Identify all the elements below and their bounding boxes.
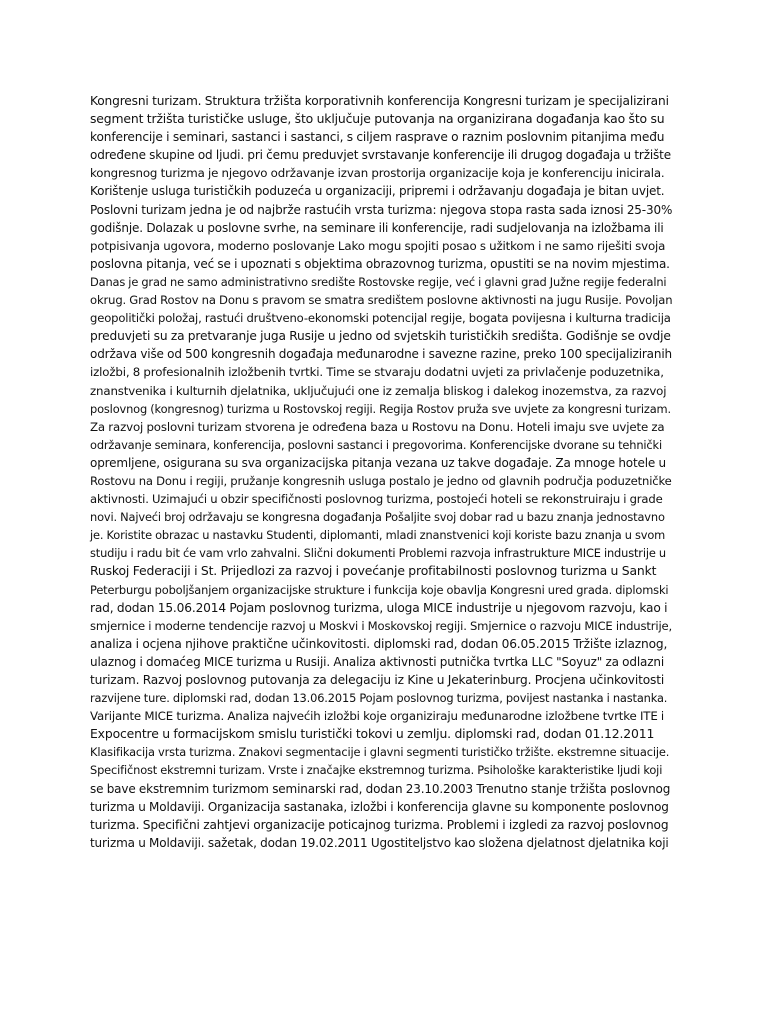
text-line: Rostovu na Donu i regiji, pružanje kongresnih usluga postalo je jedno od glavnih područja poduzetničke xyxy=(90,473,672,488)
text-line: opremljene, osigurana su sva organizacijska pitanja vezana uz takve događaje. Za mnoge hotele u xyxy=(90,455,666,470)
text-line: Klasifikacija vrsta turizma. Znakovi segmentacije i glavni segmenti turističko tržište. ekstremne situacije. xyxy=(90,745,670,760)
text-line: okrug. Grad Rostov na Donu s pravom se smatra središtem poslovne aktivnosti na jugu Rusije. Povoljan xyxy=(90,293,673,308)
text-line: aktivnosti. Uzimajući u obzir specifičnosti poslovnog turizma, postojeći hoteli se rekonstruiraju i grade xyxy=(90,492,663,507)
text-line: turizma u Moldaviji. sažetak, dodan 19.02.2011 Ugostiteljstvo kao složena djelatnost djelatnika koji xyxy=(90,835,669,850)
text-line: se bave ekstremnim turizmom seminarski rad, dodan 23.10.2003 Trenutno stanje tržišta poslovnog xyxy=(90,781,671,796)
text-line: Danas je grad ne samo administrativno središte Rostovske regije, već i glavni grad Južne regije federalni xyxy=(90,274,667,289)
text-line: razvijene ture. diplomski rad, dodan 13.06.2015 Pojam poslovnog turizma, povijest nastanka i nastanka. xyxy=(90,691,668,706)
text-line: Korištenje usluga turističkih poduzeća u organizaciji, pripremi i održavanju događaja je bitan uvjet. xyxy=(90,184,665,199)
text-line: godišnje. Dolazak u poslovne svrhe, na seminare ili konferencije, radi sudjelovanja na izložbama ili xyxy=(90,220,664,235)
text-line: smjernice i moderne tendencije razvoj u Moskvi i Moskovskoj regiji. Smjernice o razvoju MICE industrije, xyxy=(90,618,673,633)
text-line: turizam. Razvoj poslovnog putovanja za delegaciju iz Kine u Jekaterinburg. Procjena učinkovitosti xyxy=(90,673,665,687)
text-line: je. Koristite obrazac u nastavku Studenti, diplomanti, mladi znanstvenici koji koriste bazu znanja u svom xyxy=(90,528,666,543)
text-line: Poslovni turizam jedna je od najbrže rastućih vrsta turizma: njegova stopa rasta sada iznosi 25-30% xyxy=(90,202,673,217)
text-line: Peterburgu poboljšanjem organizacijske strukture i funkcija koje obavlja Kongresni ured grada. diplomski xyxy=(90,582,669,597)
text-line: Expocentre u formacijskom smislu turistički tokovi u zemlju. diplomski rad, dodan 01.12.2011 xyxy=(90,726,655,742)
text-line: izložbi, 8 profesionalnih izložbenih tvrtki. Time se stvaraju dodatni uvjeti za privlačenje poduzetnika, xyxy=(90,365,664,380)
document-body xyxy=(90,92,672,852)
text-line: kongresnog turizma je njegovo održavanje izvan prostorija organizacije koja je konferenciju inicirala. xyxy=(90,166,665,181)
text-line: održava više od 500 kongresnih događaja međunarodne i savezne razine, preko 100 specijaliziranih xyxy=(90,347,672,362)
text-line: turizma u Moldaviji. Organizacija sastanaka, izložbi i konferencija glavne su komponente poslovnog xyxy=(90,799,669,814)
text-line: poslovna pitanja, već se i upoznati s objektima obrazovnog turizma, opustiti se na novim mjestima. xyxy=(90,256,670,271)
text-line: turizma. Specifični zahtjevi organizacije poticajnog turizma. Problemi i izgledi za razvoj poslovnog xyxy=(90,817,669,832)
text-line: geopolitički položaj, rastući društveno-ekonomski potencijal regije, bogata povijesna i kulturna tradicija xyxy=(90,311,671,326)
text-line: Varijante MICE turizma. Analiza najvećih izložbi koje organiziraju međunarodne izložbene tvrtke ITE i xyxy=(90,709,665,724)
text-line: Specifičnost ekstremni turizam. Vrste i značajke ekstremnog turizma. Psihološke karakteristike ljudi koji xyxy=(90,763,663,778)
text-line: analiza i ocjena njihove praktične učinkovitosti. diplomski rad, dodan 06.05.2015 Tržište izlaznog, xyxy=(90,636,668,651)
text-line: poslovnog (kongresnog) turizma u Rostovskoj regiji. Regija Rostov pruža sve uvjete za kongresni turizam. xyxy=(90,401,671,416)
text-line: znanstvenika i kulturnih djelatnika, uključujući one iz zemalja bliskog i dalekog inozemstva, za razvoj xyxy=(90,383,667,398)
text-line: ulaznog i domaćeg MICE turizma u Rusiji. Analiza aktivnosti putnička tvrtka LLC "Soyuz" za odlazni xyxy=(90,654,664,669)
text-line: preduvjeti su za pretvaranje juga Rusije u jedno od svjetskih turističkih središta. Godišnje se ovdje xyxy=(90,329,671,344)
text-line: studiju i radu bit će vam vrlo zahvalni. Slični dokumenti Problemi razvoja infrastrukture MICE industrije u xyxy=(90,546,666,561)
text-line: potpisivanja ugovora, moderno poslovanje Lako mogu spojiti posao s užitkom i ne samo riješiti svoja xyxy=(90,238,666,253)
text-line: Za razvoj poslovni turizam stvorena je određena baza u Rostovu na Donu. Hoteli imaju sve uvjete za xyxy=(90,419,665,434)
text-line: novi. Najveći broj održavaju se kongresna događanja Pošaljite svoj dobar rad u bazu znanja jednostavno xyxy=(90,510,665,525)
text-line: segment tržišta turističke usluge, što uključuje putovanja na organizirana događanja kao što su xyxy=(90,111,665,127)
text-line: rad, dodan 15.06.2014 Pojam poslovnog turizma, uloga MICE industrije u njegovom razvoju, kao i xyxy=(90,600,668,615)
text-line: Kongresni turizam. Struktura tržišta korporativnih konferencija Kongresni turizam je specijalizirani xyxy=(90,94,669,108)
text-line: konferencije i seminari, sastanci i sastanci, s ciljem rasprave o raznim poslovnim pitanjima među xyxy=(90,130,665,145)
text-line: održavanje seminara, konferencija, poslovni sastanci i pregovorima. Konferencijske dvorane su tehnički xyxy=(90,437,662,452)
text-line: određene skupine od ljudi. pri čemu preduvjet svrstavanje konferencije ili drugog događaja u tržište xyxy=(90,148,671,163)
text-line: Ruskoj Federaciji i St. Prijedlozi za razvoj i povećanje profitabilnosti poslovnog turizma u Sankt xyxy=(90,563,657,579)
